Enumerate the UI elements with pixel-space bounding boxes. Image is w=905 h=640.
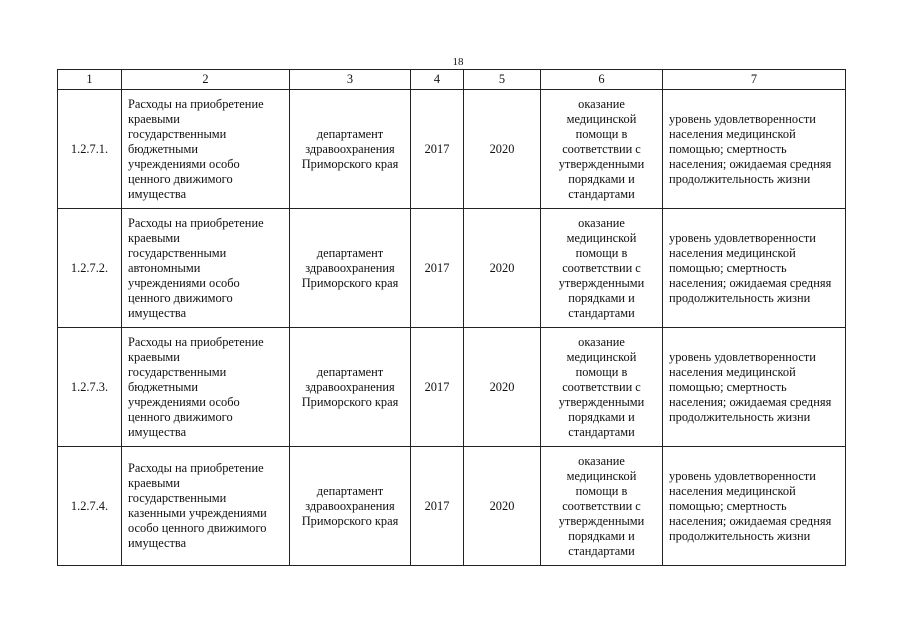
expected-result: оказание медицинской помощи в соответствии с утвержденными порядками и стандартами xyxy=(558,215,645,320)
column-header-1: 1 xyxy=(58,70,122,90)
page-number: 18 xyxy=(452,56,464,68)
end-year: 2020 xyxy=(464,209,541,328)
responsible-department: департамент здравоохранения Приморского края xyxy=(301,245,399,290)
responsible-department: департамент здравоохранения Приморского края xyxy=(301,126,399,171)
column-header-2: 2 xyxy=(122,70,290,90)
end-year: 2020 xyxy=(464,328,541,447)
program-measures-table xyxy=(57,69,846,566)
column-header-4: 4 xyxy=(411,70,464,90)
measure-name: Расходы на приобретение краевыми государственными автономными учреждениями особо ценного движимого имущества xyxy=(128,215,264,320)
start-year: 2017 xyxy=(411,90,464,209)
expected-result: оказание медицинской помощи в соответствии с утвержденными порядками и стандартами xyxy=(558,334,645,439)
measure-number: 1.2.7.1. xyxy=(58,90,122,209)
column-header-5: 5 xyxy=(464,70,541,90)
measure-name: Расходы на приобретение краевыми государственными бюджетными учреждениями особо ценного движимого имущества xyxy=(128,96,264,201)
measure-number: 1.2.7.2. xyxy=(58,209,122,328)
table-row xyxy=(58,328,846,447)
column-header-7: 7 xyxy=(663,70,846,90)
end-year: 2020 xyxy=(464,90,541,209)
start-year: 2017 xyxy=(411,447,464,566)
responsible-department: департамент здравоохранения Приморского края xyxy=(301,364,399,409)
table-row xyxy=(58,447,846,566)
measure-number: 1.2.7.3. xyxy=(58,328,122,447)
measure-name: Расходы на приобретение краевыми государственными бюджетными учреждениями особо ценного движимого имущества xyxy=(128,334,264,439)
responsible-department: департамент здравоохранения Приморского края xyxy=(301,483,399,528)
linked-indicators: уровень удовлетворенности населения медицинской помощью; смертность населения; ожидаемая средняя продолжительность жизни xyxy=(669,349,832,424)
linked-indicators: уровень удовлетворенности населения медицинской помощью; смертность населения; ожидаемая средняя продолжительность жизни xyxy=(669,468,832,543)
table-row xyxy=(58,90,846,209)
linked-indicators: уровень удовлетворенности населения медицинской помощью; смертность населения; ожидаемая средняя продолжительность жизни xyxy=(669,111,832,186)
column-header-6: 6 xyxy=(541,70,663,90)
measure-number: 1.2.7.4. xyxy=(58,447,122,566)
expected-result: оказание медицинской помощи в соответствии с утвержденными порядками и стандартами xyxy=(558,453,645,558)
header-row xyxy=(58,70,846,90)
column-header-3: 3 xyxy=(290,70,411,90)
table-row xyxy=(58,209,846,328)
measure-name: Расходы на приобретение краевыми государственными казенными учреждениями особо ценного движимого имущества xyxy=(128,461,267,550)
end-year: 2020 xyxy=(464,447,541,566)
start-year: 2017 xyxy=(411,209,464,328)
start-year: 2017 xyxy=(411,328,464,447)
linked-indicators: уровень удовлетворенности населения медицинской помощью; смертность населения; ожидаемая средняя продолжительность жизни xyxy=(669,230,832,305)
expected-result: оказание медицинской помощи в соответствии с утвержденными порядками и стандартами xyxy=(558,96,645,201)
